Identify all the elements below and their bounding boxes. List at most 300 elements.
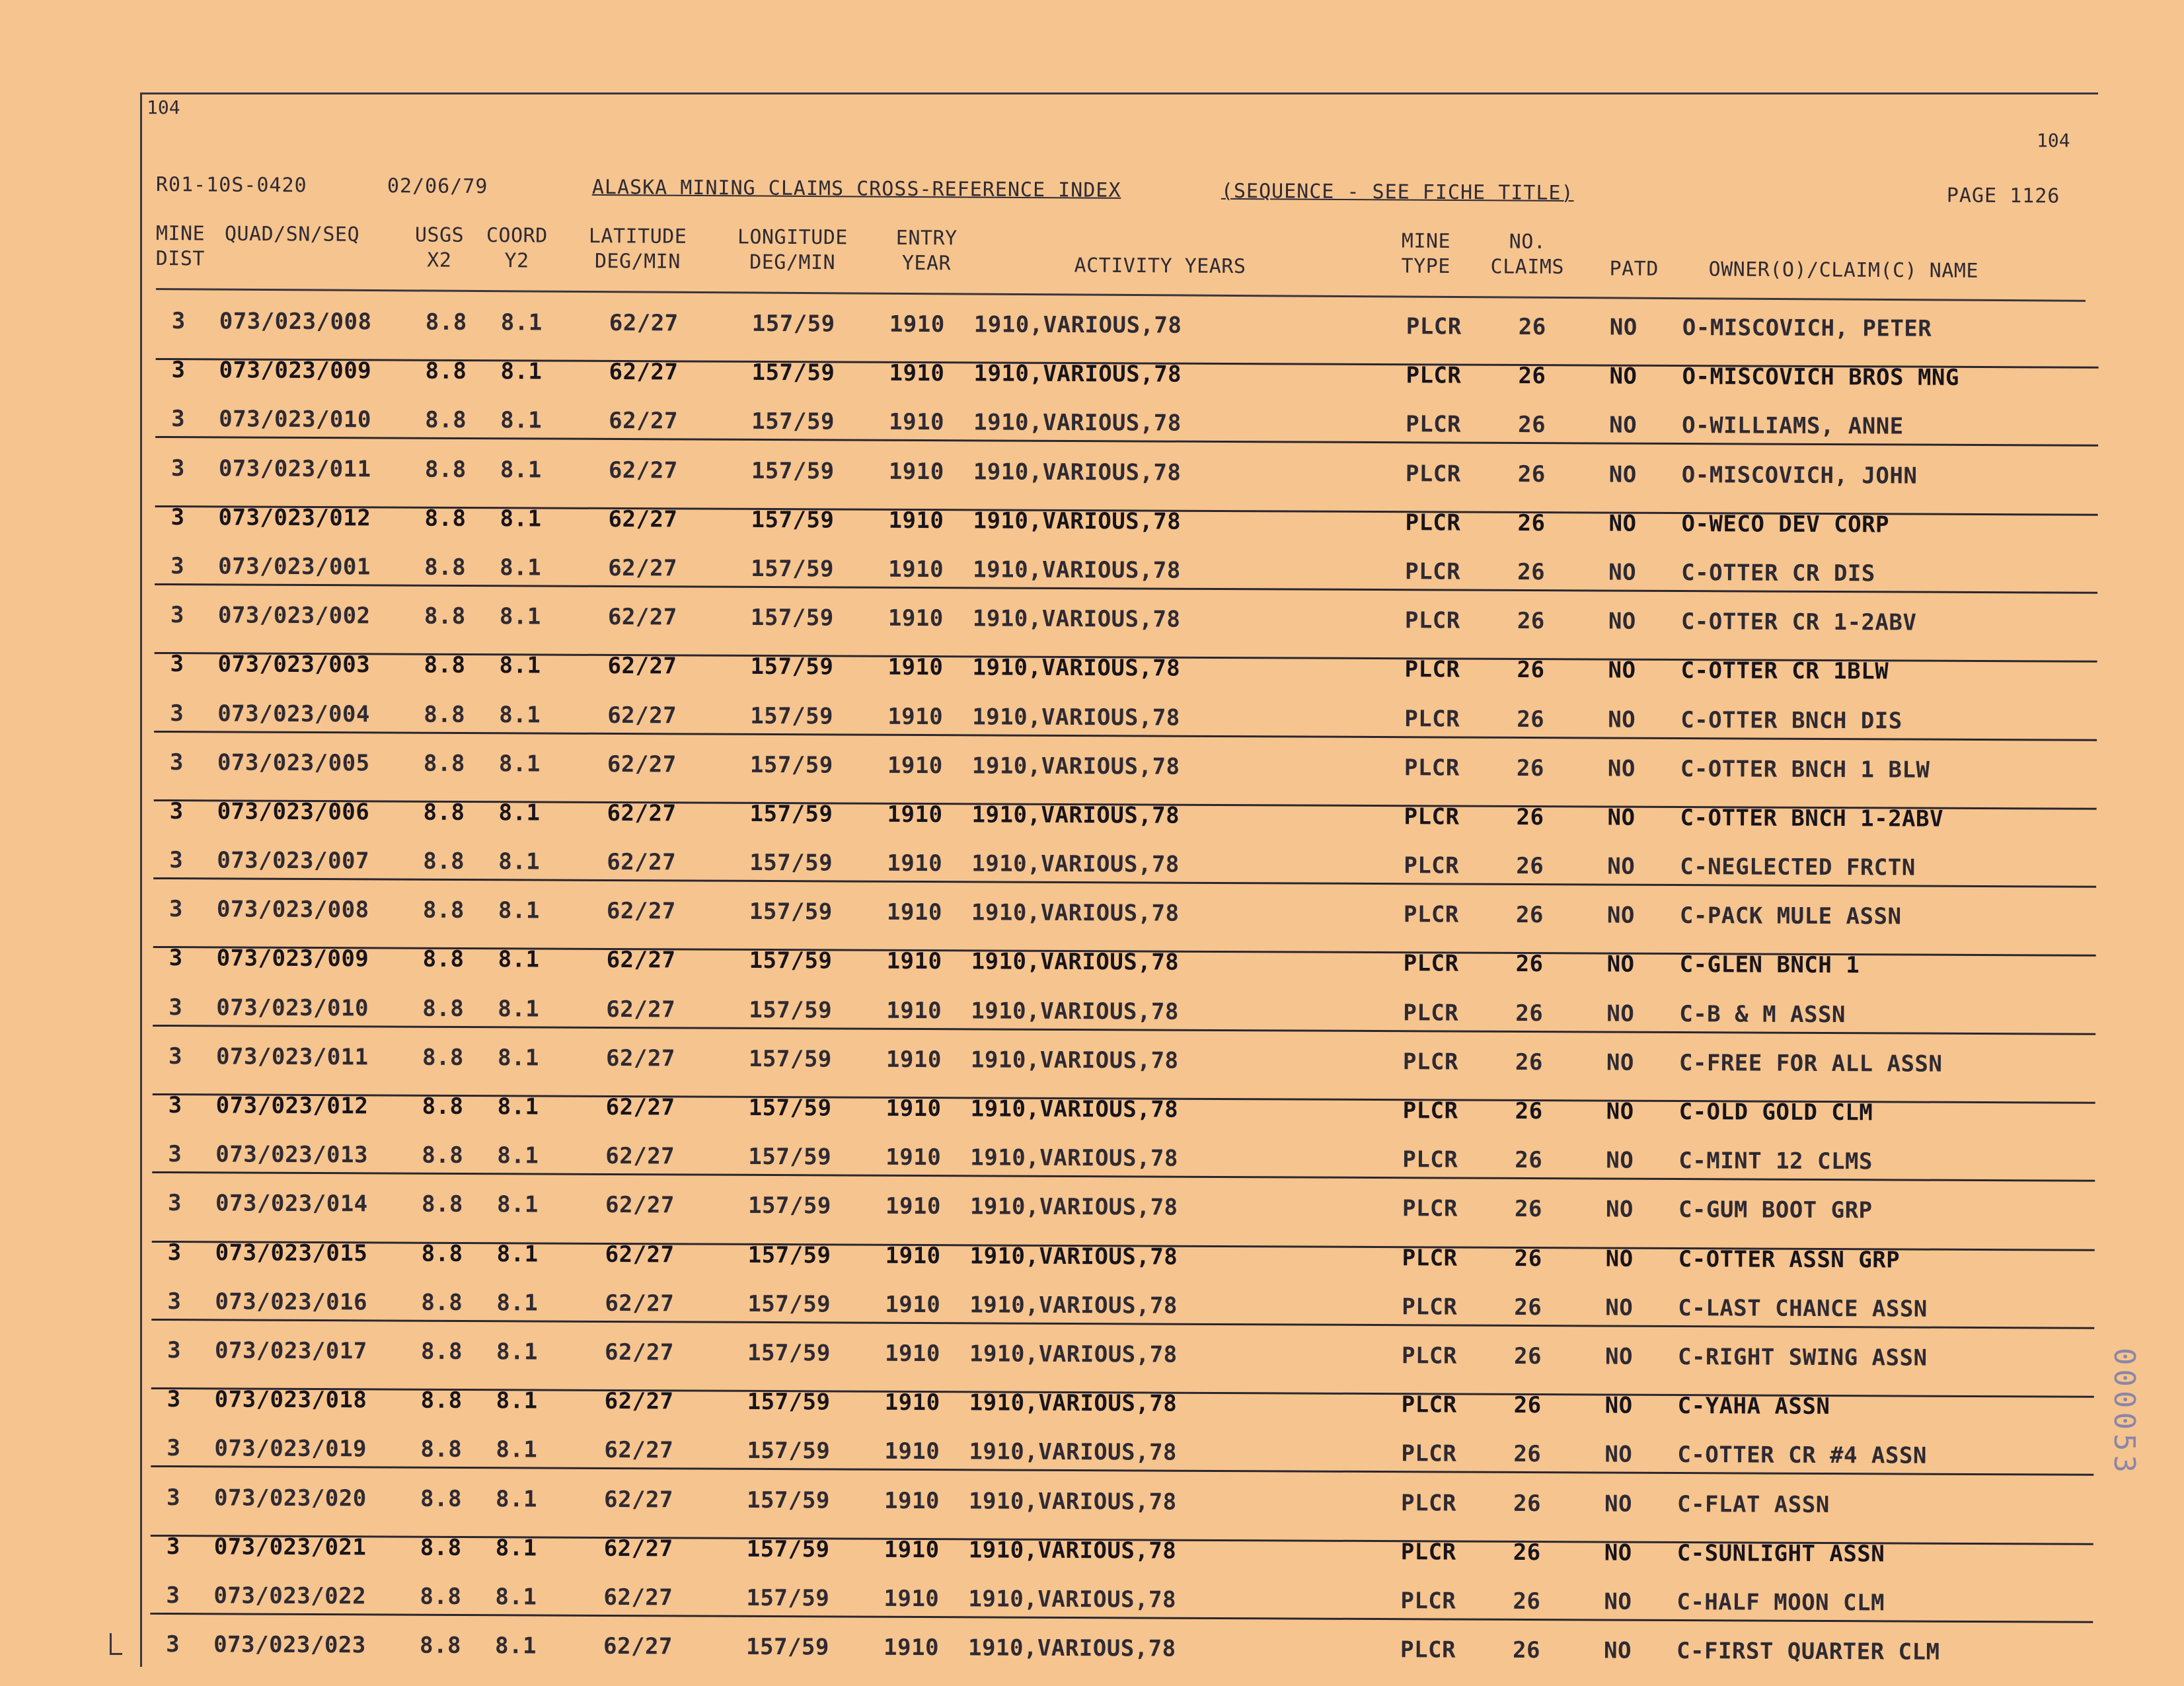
cell-lat: 62/27 [604, 1338, 674, 1366]
cell-patd: NO [1608, 706, 1636, 733]
cell-lat: 62/27 [607, 751, 677, 778]
cell-lon: 157/59 [748, 1094, 832, 1122]
cell-x2: 8.8 [422, 995, 465, 1022]
cell-claims: 26 [1517, 460, 1546, 488]
cell-type: PLCR [1404, 656, 1460, 683]
cell-name: C-GUM BOOT GRP [1678, 1196, 1873, 1224]
cell-name: C-NEGLECTED FRCTN [1680, 854, 1916, 881]
cell-activity: 1910,VARIOUS,78 [971, 997, 1179, 1025]
cell-name: C-MINT 12 CLMS [1678, 1148, 1873, 1175]
cell-x2: 8.8 [424, 603, 466, 630]
corner-mark-bottom-left [110, 1633, 122, 1655]
cell-dist: 3 [167, 1190, 182, 1217]
cell-x2: 8.8 [423, 799, 465, 826]
cell-entry: 1910 [885, 1291, 941, 1318]
cell-entry: 1910 [887, 752, 943, 779]
table-row [161, 544, 2091, 601]
cell-y2: 8.1 [499, 603, 541, 630]
cell-type: PLCR [1404, 754, 1460, 782]
col-patd: PATD [1609, 257, 1659, 281]
cell-quad: 073/023/022 [213, 1582, 367, 1610]
cell-type: PLCR [1405, 460, 1461, 488]
cell-type: PLCR [1406, 362, 1462, 389]
cell-lon: 157/59 [746, 1633, 830, 1661]
cell-y2: 8.1 [495, 1534, 537, 1562]
cell-type: PLCR [1401, 1342, 1458, 1370]
cell-type: PLCR [1403, 950, 1459, 978]
cell-type: PLCR [1404, 607, 1460, 634]
cell-y2: 8.1 [495, 1485, 538, 1512]
cell-entry: 1910 [888, 507, 944, 534]
cell-y2: 8.1 [500, 407, 543, 434]
cell-quad: 073/023/001 [218, 553, 371, 581]
cell-y2: 8.1 [498, 995, 540, 1023]
cell-quad: 073/023/005 [217, 749, 370, 777]
cell-quad: 073/023/019 [214, 1435, 367, 1463]
cell-claims: 26 [1517, 706, 1545, 733]
cell-y2: 8.1 [496, 1191, 539, 1218]
cell-lon: 157/59 [751, 310, 835, 338]
table-row [163, 299, 2092, 356]
cell-entry: 1910 [886, 997, 942, 1024]
cell-y2: 8.1 [500, 309, 543, 336]
cell-activity: 1910,VARIOUS,78 [971, 801, 1180, 829]
cell-activity: 1910,VARIOUS,78 [973, 409, 1182, 437]
cell-activity: 1910,VARIOUS,78 [971, 899, 1180, 927]
cell-quad: 073/023/023 [213, 1631, 366, 1659]
cell-y2: 8.1 [495, 1584, 537, 1611]
cell-activity: 1910,VARIOUS,78 [973, 311, 1182, 339]
cell-patd: NO [1608, 559, 1637, 586]
cell-name: C-OLD GOLD CLM [1678, 1099, 1873, 1126]
cell-y2: 8.1 [497, 1045, 539, 1072]
cell-lon: 157/59 [749, 947, 833, 974]
table-row [157, 1573, 2086, 1631]
cell-patd: NO [1608, 608, 1636, 635]
cell-y2: 8.1 [500, 554, 542, 581]
cell-y2: 8.1 [496, 1338, 539, 1366]
cell-dist: 3 [167, 1239, 182, 1266]
cell-dist: 3 [170, 602, 184, 629]
cell-claims: 26 [1515, 951, 1544, 978]
cell-activity: 1910,VARIOUS,78 [973, 556, 1181, 584]
cell-quad: 073/023/017 [214, 1337, 367, 1365]
cell-y2: 8.1 [498, 897, 540, 924]
cell-patd: NO [1605, 1245, 1634, 1272]
cell-entry: 1910 [889, 311, 945, 338]
cell-lat: 62/27 [608, 457, 678, 484]
corner-mark-top-left: 104 [147, 96, 180, 118]
cell-patd: NO [1608, 657, 1636, 684]
cell-activity: 1910,VARIOUS,78 [973, 360, 1182, 388]
table-row [161, 495, 2091, 552]
cell-lat: 62/27 [605, 1192, 675, 1219]
cell-entry: 1910 [889, 409, 945, 436]
cell-lon: 157/59 [747, 1339, 831, 1367]
cell-y2: 8.1 [498, 848, 541, 875]
cell-lon: 157/59 [748, 1045, 832, 1073]
cell-x2: 8.8 [425, 357, 467, 385]
table-row [160, 887, 2090, 944]
cell-dist: 3 [167, 1337, 182, 1364]
cell-dist: 3 [171, 357, 186, 384]
cell-lat: 62/27 [604, 1388, 674, 1415]
table-row [161, 641, 2090, 699]
table-row [157, 1622, 2086, 1679]
cell-x2: 8.8 [422, 897, 465, 924]
cell-lat: 62/27 [605, 1045, 675, 1072]
cell-activity: 1910,VARIOUS,78 [971, 948, 1180, 976]
cell-x2: 8.8 [420, 1338, 463, 1365]
cell-y2: 8.1 [496, 1387, 538, 1414]
cell-lon: 157/59 [747, 1438, 831, 1465]
cell-entry: 1910 [886, 899, 942, 926]
cell-x2: 8.8 [425, 309, 467, 336]
cell-entry: 1910 [885, 1046, 942, 1073]
cell-name: C-YAHA ASSN [1677, 1393, 1830, 1420]
column-headers [155, 221, 2092, 306]
cell-dist: 3 [169, 749, 184, 776]
cell-y2: 8.1 [496, 1289, 539, 1317]
cell-dist: 3 [169, 994, 183, 1021]
cell-lat: 62/27 [605, 1241, 675, 1268]
cell-type: PLCR [1400, 1588, 1456, 1615]
cell-lon: 157/59 [751, 457, 835, 485]
cell-lat: 62/27 [609, 359, 679, 386]
cell-claims: 26 [1516, 803, 1544, 831]
cell-name: C-OTTER BNCH 1-2ABV [1680, 804, 1944, 832]
cell-lat: 62/27 [607, 849, 677, 876]
cell-dist: 3 [169, 945, 183, 972]
col-mine-type: MINE TYPE [1401, 229, 1451, 278]
cell-dist: 3 [169, 896, 184, 923]
cell-lon: 157/59 [751, 506, 835, 534]
cell-dist: 3 [166, 1533, 180, 1560]
cell-claims: 26 [1515, 1097, 1543, 1125]
cell-name: O-MISCOVICH, JOHN [1681, 461, 1918, 490]
cell-x2: 8.8 [420, 1485, 463, 1512]
cell-activity: 1910,VARIOUS,78 [968, 1487, 1177, 1516]
cell-activity: 1910,VARIOUS,78 [970, 1144, 1178, 1172]
cell-x2: 8.8 [424, 652, 466, 679]
cell-patd: NO [1604, 1588, 1632, 1615]
cell-type: PLCR [1406, 411, 1462, 438]
cell-name: C-SUNLIGHT ASSN [1676, 1539, 1885, 1568]
cell-y2: 8.1 [497, 1142, 539, 1169]
cell-type: PLCR [1406, 313, 1462, 340]
cell-dist: 3 [170, 700, 184, 727]
table-row [160, 789, 2090, 846]
cell-dist: 3 [166, 1582, 180, 1609]
cell-entry: 1910 [887, 801, 943, 828]
cell-y2: 8.1 [496, 1240, 539, 1268]
cell-patd: NO [1604, 1441, 1633, 1469]
cell-lat: 62/27 [607, 799, 677, 827]
cell-quad: 073/023/007 [217, 847, 370, 875]
cell-quad: 073/023/003 [217, 651, 371, 678]
cell-x2: 8.8 [425, 407, 467, 434]
cell-lat: 62/27 [603, 1486, 674, 1513]
table-row [157, 1475, 2087, 1532]
cell-quad: 073/023/014 [215, 1190, 368, 1218]
cell-x2: 8.8 [422, 1142, 464, 1169]
cell-type: PLCR [1402, 1195, 1458, 1222]
cell-dist: 3 [168, 1043, 183, 1070]
cell-activity: 1910,VARIOUS,78 [972, 654, 1181, 682]
cell-name: O-MISCOVICH, PETER [1682, 314, 1932, 342]
cell-activity: 1910,VARIOUS,78 [969, 1193, 1178, 1222]
cell-entry: 1910 [887, 703, 944, 730]
cell-type: PLCR [1403, 901, 1459, 928]
cell-quad: 073/023/012 [215, 1092, 369, 1120]
cell-x2: 8.8 [422, 946, 465, 973]
cell-quad: 073/023/008 [216, 896, 369, 924]
cell-type: PLCR [1402, 1293, 1458, 1321]
cell-activity: 1910,VARIOUS,78 [971, 850, 1180, 878]
cell-lat: 62/27 [609, 309, 679, 337]
col-owner-claim: OWNER(O)/CLAIM(C) NAME [1708, 258, 1979, 283]
table-row [161, 740, 2090, 797]
table-row [158, 1377, 2088, 1434]
cell-lon: 157/59 [747, 1192, 831, 1220]
cell-patd: NO [1607, 755, 1636, 782]
cell-claims: 26 [1517, 608, 1545, 635]
cell-dist: 3 [167, 1435, 181, 1462]
cell-lat: 62/27 [604, 1437, 674, 1464]
cell-lon: 157/59 [750, 605, 834, 632]
cell-lat: 62/27 [607, 653, 677, 680]
cell-x2: 8.8 [420, 1534, 462, 1561]
cell-quad: 073/023/006 [217, 798, 370, 826]
cell-activity: 1910,VARIOUS,78 [970, 1046, 1179, 1074]
table-row [159, 1132, 2088, 1189]
col-claims: NO. CLAIMS [1490, 230, 1565, 279]
cell-x2: 8.8 [424, 456, 467, 483]
cell-quad: 073/023/013 [215, 1141, 369, 1169]
cell-activity: 1910,VARIOUS,78 [969, 1242, 1178, 1270]
cell-quad: 073/023/010 [219, 406, 371, 433]
cell-claims: 26 [1514, 1294, 1542, 1321]
cell-dist: 3 [167, 1288, 182, 1315]
cell-entry: 1910 [884, 1585, 940, 1613]
cell-lon: 157/59 [746, 1535, 830, 1563]
cell-type: PLCR [1400, 1489, 1457, 1517]
table-row [162, 396, 2091, 454]
table-row [159, 935, 2089, 993]
cell-quad: 073/023/016 [215, 1288, 368, 1316]
cell-lat: 62/27 [607, 604, 677, 631]
cell-quad: 073/023/004 [217, 700, 371, 727]
cell-name: C-HALF MOON CLM [1676, 1588, 1885, 1617]
cell-entry: 1910 [889, 359, 945, 387]
cell-claims: 26 [1514, 1196, 1543, 1223]
table-row [162, 446, 2091, 503]
cell-entry: 1910 [886, 948, 942, 975]
cell-claims: 26 [1515, 1048, 1544, 1076]
cell-claims: 26 [1515, 902, 1544, 929]
cell-claims: 26 [1513, 1588, 1541, 1615]
cell-patd: NO [1604, 1637, 1632, 1664]
cell-y2: 8.1 [498, 799, 541, 826]
cell-type: PLCR [1400, 1538, 1456, 1566]
claims-table [157, 299, 2092, 1679]
cell-name: C-OTTER CR 1-2ABV [1680, 608, 1917, 636]
cell-entry: 1910 [884, 1536, 940, 1563]
cell-claims: 26 [1518, 363, 1546, 390]
cell-activity: 1910,VARIOUS,78 [968, 1586, 1177, 1613]
table-row [158, 1279, 2088, 1337]
page-number: PAGE 1126 [1946, 184, 2060, 208]
cell-y2: 8.1 [498, 750, 541, 778]
cell-dist: 3 [170, 651, 184, 678]
col-latitude: LATITUDE DEG/MIN [588, 225, 687, 274]
cell-quad: 073/023/011 [218, 455, 371, 482]
cell-y2: 8.1 [497, 1093, 539, 1120]
cell-quad: 073/023/020 [213, 1484, 367, 1512]
cell-lat: 62/27 [605, 1143, 675, 1170]
cell-activity: 1910,VARIOUS,78 [968, 1634, 1176, 1662]
cell-patd: NO [1608, 510, 1637, 537]
table-row [157, 1524, 2087, 1582]
cell-x2: 8.8 [421, 1240, 463, 1267]
cell-type: PLCR [1400, 1636, 1456, 1664]
cell-entry: 1910 [887, 605, 944, 632]
cell-activity: 1910,VARIOUS,78 [972, 703, 1180, 731]
cell-name: O-MISCOVICH BROS MNG [1682, 363, 1959, 392]
cell-lon: 157/59 [746, 1486, 830, 1514]
cell-lat: 62/27 [609, 408, 679, 435]
cell-quad: 073/023/010 [216, 994, 369, 1021]
cell-dist: 3 [166, 1631, 180, 1658]
cell-lon: 157/59 [746, 1584, 830, 1612]
cell-entry: 1910 [888, 556, 944, 583]
cell-dist: 3 [171, 308, 186, 335]
cell-entry: 1910 [885, 1193, 941, 1220]
cell-lon: 157/59 [751, 408, 835, 435]
col-usgs: USGS X2 [414, 223, 465, 272]
cell-x2: 8.8 [422, 1044, 465, 1071]
cell-lon: 157/59 [747, 1389, 831, 1416]
col-entry-year: ENTRY YEAR [895, 226, 958, 275]
table-row [158, 1328, 2088, 1385]
cell-type: PLCR [1403, 999, 1459, 1027]
cell-x2: 8.8 [420, 1387, 463, 1414]
cell-entry: 1910 [884, 1340, 941, 1368]
cell-patd: NO [1605, 1196, 1634, 1224]
cell-activity: 1910,VARIOUS,78 [971, 752, 1180, 780]
cell-x2: 8.8 [424, 701, 466, 728]
cell-lon: 157/59 [748, 1144, 832, 1171]
cell-lon: 157/59 [749, 898, 833, 926]
col-coord: COORD Y2 [486, 224, 548, 273]
cell-lon: 157/59 [747, 1241, 831, 1268]
cell-lat: 62/27 [608, 554, 678, 582]
cell-name: C-GLEN BNCH 1 [1679, 951, 1860, 979]
cell-dist: 3 [168, 1141, 182, 1168]
cell-patd: NO [1606, 951, 1635, 978]
cell-activity: 1910,VARIOUS,78 [969, 1438, 1178, 1467]
cell-type: PLCR [1404, 803, 1460, 830]
table-row [161, 593, 2091, 650]
cell-activity: 1910,VARIOUS,78 [969, 1292, 1178, 1319]
cell-entry: 1910 [885, 1144, 942, 1171]
cell-quad: 073/023/008 [219, 308, 372, 336]
cell-type: PLCR [1405, 558, 1461, 585]
cell-dist: 3 [169, 797, 184, 825]
cell-activity: 1910,VARIOUS,78 [972, 605, 1181, 633]
cell-dist: 3 [170, 455, 185, 482]
cell-y2: 8.1 [499, 652, 541, 679]
cell-quad: 073/023/018 [214, 1386, 367, 1414]
cell-patd: NO [1609, 412, 1638, 439]
report-id: R01-10S-0420 [155, 173, 307, 198]
cell-quad: 073/023/021 [213, 1533, 367, 1561]
cell-type: PLCR [1405, 509, 1461, 536]
cell-x2: 8.8 [422, 1093, 464, 1120]
cell-entry: 1910 [885, 1095, 942, 1122]
cell-name: O-WILLIAMS, ANNE [1682, 412, 1904, 440]
cell-patd: NO [1604, 1539, 1632, 1566]
table-row [159, 1083, 2088, 1140]
cell-quad: 073/023/009 [219, 357, 372, 385]
cell-lat: 62/27 [605, 1290, 675, 1317]
cell-lat: 62/27 [607, 702, 677, 729]
corner-mark-top-right: 104 [2037, 129, 2070, 151]
cell-quad: 073/023/011 [215, 1043, 369, 1071]
cell-entry: 1910 [884, 1438, 940, 1465]
cell-entry: 1910 [888, 458, 944, 485]
cell-name: C-FIRST QUARTER CLM [1676, 1638, 1940, 1666]
table-row [161, 690, 2090, 748]
cell-lat: 62/27 [603, 1584, 673, 1611]
cell-name: C-RIGHT SWING ASSN [1677, 1343, 1928, 1372]
cell-dist: 3 [167, 1386, 181, 1413]
cell-y2: 8.1 [500, 505, 542, 532]
cell-entry: 1910 [884, 1634, 940, 1662]
cell-claims: 26 [1517, 657, 1545, 684]
cell-name: C-PACK MULE ASSN [1679, 902, 1902, 930]
cell-type: PLCR [1402, 1048, 1458, 1076]
cell-patd: NO [1604, 1490, 1633, 1518]
cell-dist: 3 [170, 552, 185, 580]
cell-lat: 62/27 [603, 1632, 673, 1660]
cell-lat: 62/27 [606, 947, 676, 974]
cell-type: PLCR [1401, 1440, 1457, 1467]
cell-dist: 3 [166, 1484, 181, 1511]
cell-activity: 1910,VARIOUS,78 [970, 1095, 1179, 1123]
cell-patd: NO [1609, 363, 1638, 390]
cell-claims: 26 [1513, 1392, 1542, 1419]
cell-patd: NO [1608, 461, 1637, 488]
table-row [157, 1426, 2087, 1483]
cell-claims: 26 [1517, 558, 1546, 586]
cell-patd: NO [1607, 853, 1636, 880]
cell-patd: NO [1606, 1098, 1634, 1125]
cell-claims: 26 [1516, 754, 1544, 782]
cell-activity: 1910,VARIOUS,78 [968, 1537, 1177, 1564]
cell-x2: 8.8 [420, 1632, 462, 1660]
cell-patd: NO [1607, 804, 1636, 831]
cell-type: PLCR [1404, 705, 1460, 733]
table-row [159, 1230, 2088, 1288]
cell-y2: 8.1 [495, 1632, 537, 1660]
cell-name: C-OTTER CR #4 ASSN [1677, 1442, 1927, 1469]
cell-x2: 8.8 [420, 1583, 462, 1610]
cell-claims: 26 [1518, 313, 1546, 341]
cell-claims: 26 [1518, 412, 1546, 439]
cell-lon: 157/59 [749, 800, 833, 828]
cell-dist: 3 [171, 406, 186, 433]
